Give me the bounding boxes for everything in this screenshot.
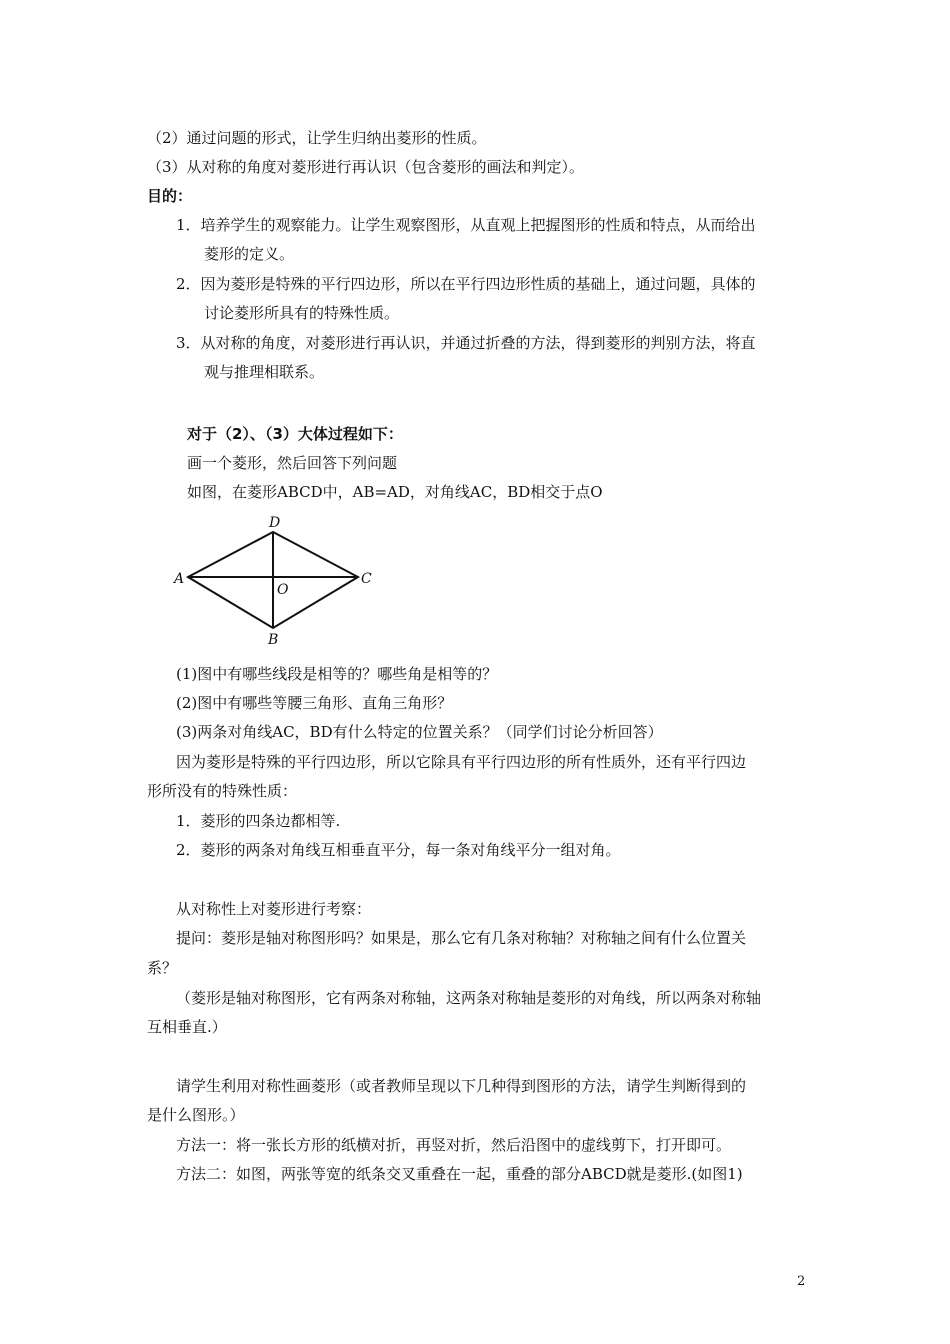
symmetry-line-cont: 系？ xyxy=(147,959,178,977)
intro-line: （2）通过问题的形式，让学生归纳出菱形的性质。 xyxy=(147,129,487,147)
process-line: 画一个菱形，然后回答下列问题 xyxy=(187,454,398,472)
symmetry-line: （菱形是轴对称图形，它有两条对称轴，这两条对称轴是菱形的对角线，所以两条对称轴 xyxy=(176,989,762,1007)
method-line: 方法二：如图，两张等宽的纸条交叉重叠在一起，重叠的部分ABCD就是菱形.(如图1) xyxy=(176,1165,743,1183)
vertex-label-d: D xyxy=(269,515,281,531)
property-item: 2．菱形的两条对角线互相垂直平分，每一条对角线平分一组对角。 xyxy=(176,841,621,859)
question-line: (2)图中有哪些等腰三角形、直角三角形？ xyxy=(176,694,453,712)
purpose-item-cont: 观与推理相联系。 xyxy=(204,363,325,381)
question-line: (1)图中有哪些线段是相等的？哪些角是相等的？ xyxy=(176,665,498,683)
purpose-item-cont: 讨论菱形所具有的特殊性质。 xyxy=(204,304,400,322)
vertex-label-c: C xyxy=(361,571,372,587)
symmetry-line: 提问：菱形是轴对称图形吗？如果是，那么它有几条对称轴？对称轴之间有什么位置关 xyxy=(176,929,747,947)
purpose-item: 2．因为菱形是特殊的平行四边形，所以在平行四边形性质的基础上，通过问题，具体的 xyxy=(176,275,756,293)
purpose-item: 1．培养学生的观察能力。让学生观察图形，从直观上把握图形的性质和特点，从而给出 xyxy=(176,216,756,234)
question-line: (3)两条对角线AC，BD有什么特定的位置关系？（同学们讨论分析回答） xyxy=(176,723,663,741)
page-number: 2 xyxy=(797,1274,806,1289)
process-line: 如图，在菱形ABCD中，AB=AD，对角线AC，BD相交于点O xyxy=(187,483,603,501)
drawing-line: 请学生利用对称性画菱形（或者教师呈现以下几种得到图形的方法，请学生判断得到的 xyxy=(176,1077,747,1095)
properties-intro-cont: 形所没有的特殊性质： xyxy=(147,782,298,800)
symmetry-line: 从对称性上对菱形进行考察： xyxy=(176,900,372,918)
symmetry-line-cont: 互相垂直.） xyxy=(147,1018,227,1036)
drawing-line-cont: 是什么图形。） xyxy=(147,1106,245,1124)
rhombus-figure xyxy=(170,510,390,650)
purpose-heading: 目的： xyxy=(147,187,193,205)
vertex-label-a: A xyxy=(174,571,185,587)
property-item: 1．菱形的四条边都相等. xyxy=(176,812,341,830)
intro-line: （3）从对称的角度对菱形进行再认识（包含菱形的画法和判定）。 xyxy=(147,158,585,176)
purpose-item: 3．从对称的角度，对菱形进行再认识，并通过折叠的方法，得到菱形的判别方法，将直 xyxy=(176,334,756,352)
process-heading: 对于（2）、（3）大体过程如下： xyxy=(187,425,403,443)
vertex-label-b: B xyxy=(268,632,279,648)
center-label-o: O xyxy=(277,582,289,598)
purpose-item-cont: 菱形的定义。 xyxy=(204,245,295,263)
method-line: 方法一：将一张长方形的纸横对折，再竖对折，然后沿图中的虚线剪下，打开即可。 xyxy=(176,1136,732,1154)
properties-intro: 因为菱形是特殊的平行四边形，所以它除具有平行四边形的所有性质外，还有平行四边 xyxy=(176,753,747,771)
